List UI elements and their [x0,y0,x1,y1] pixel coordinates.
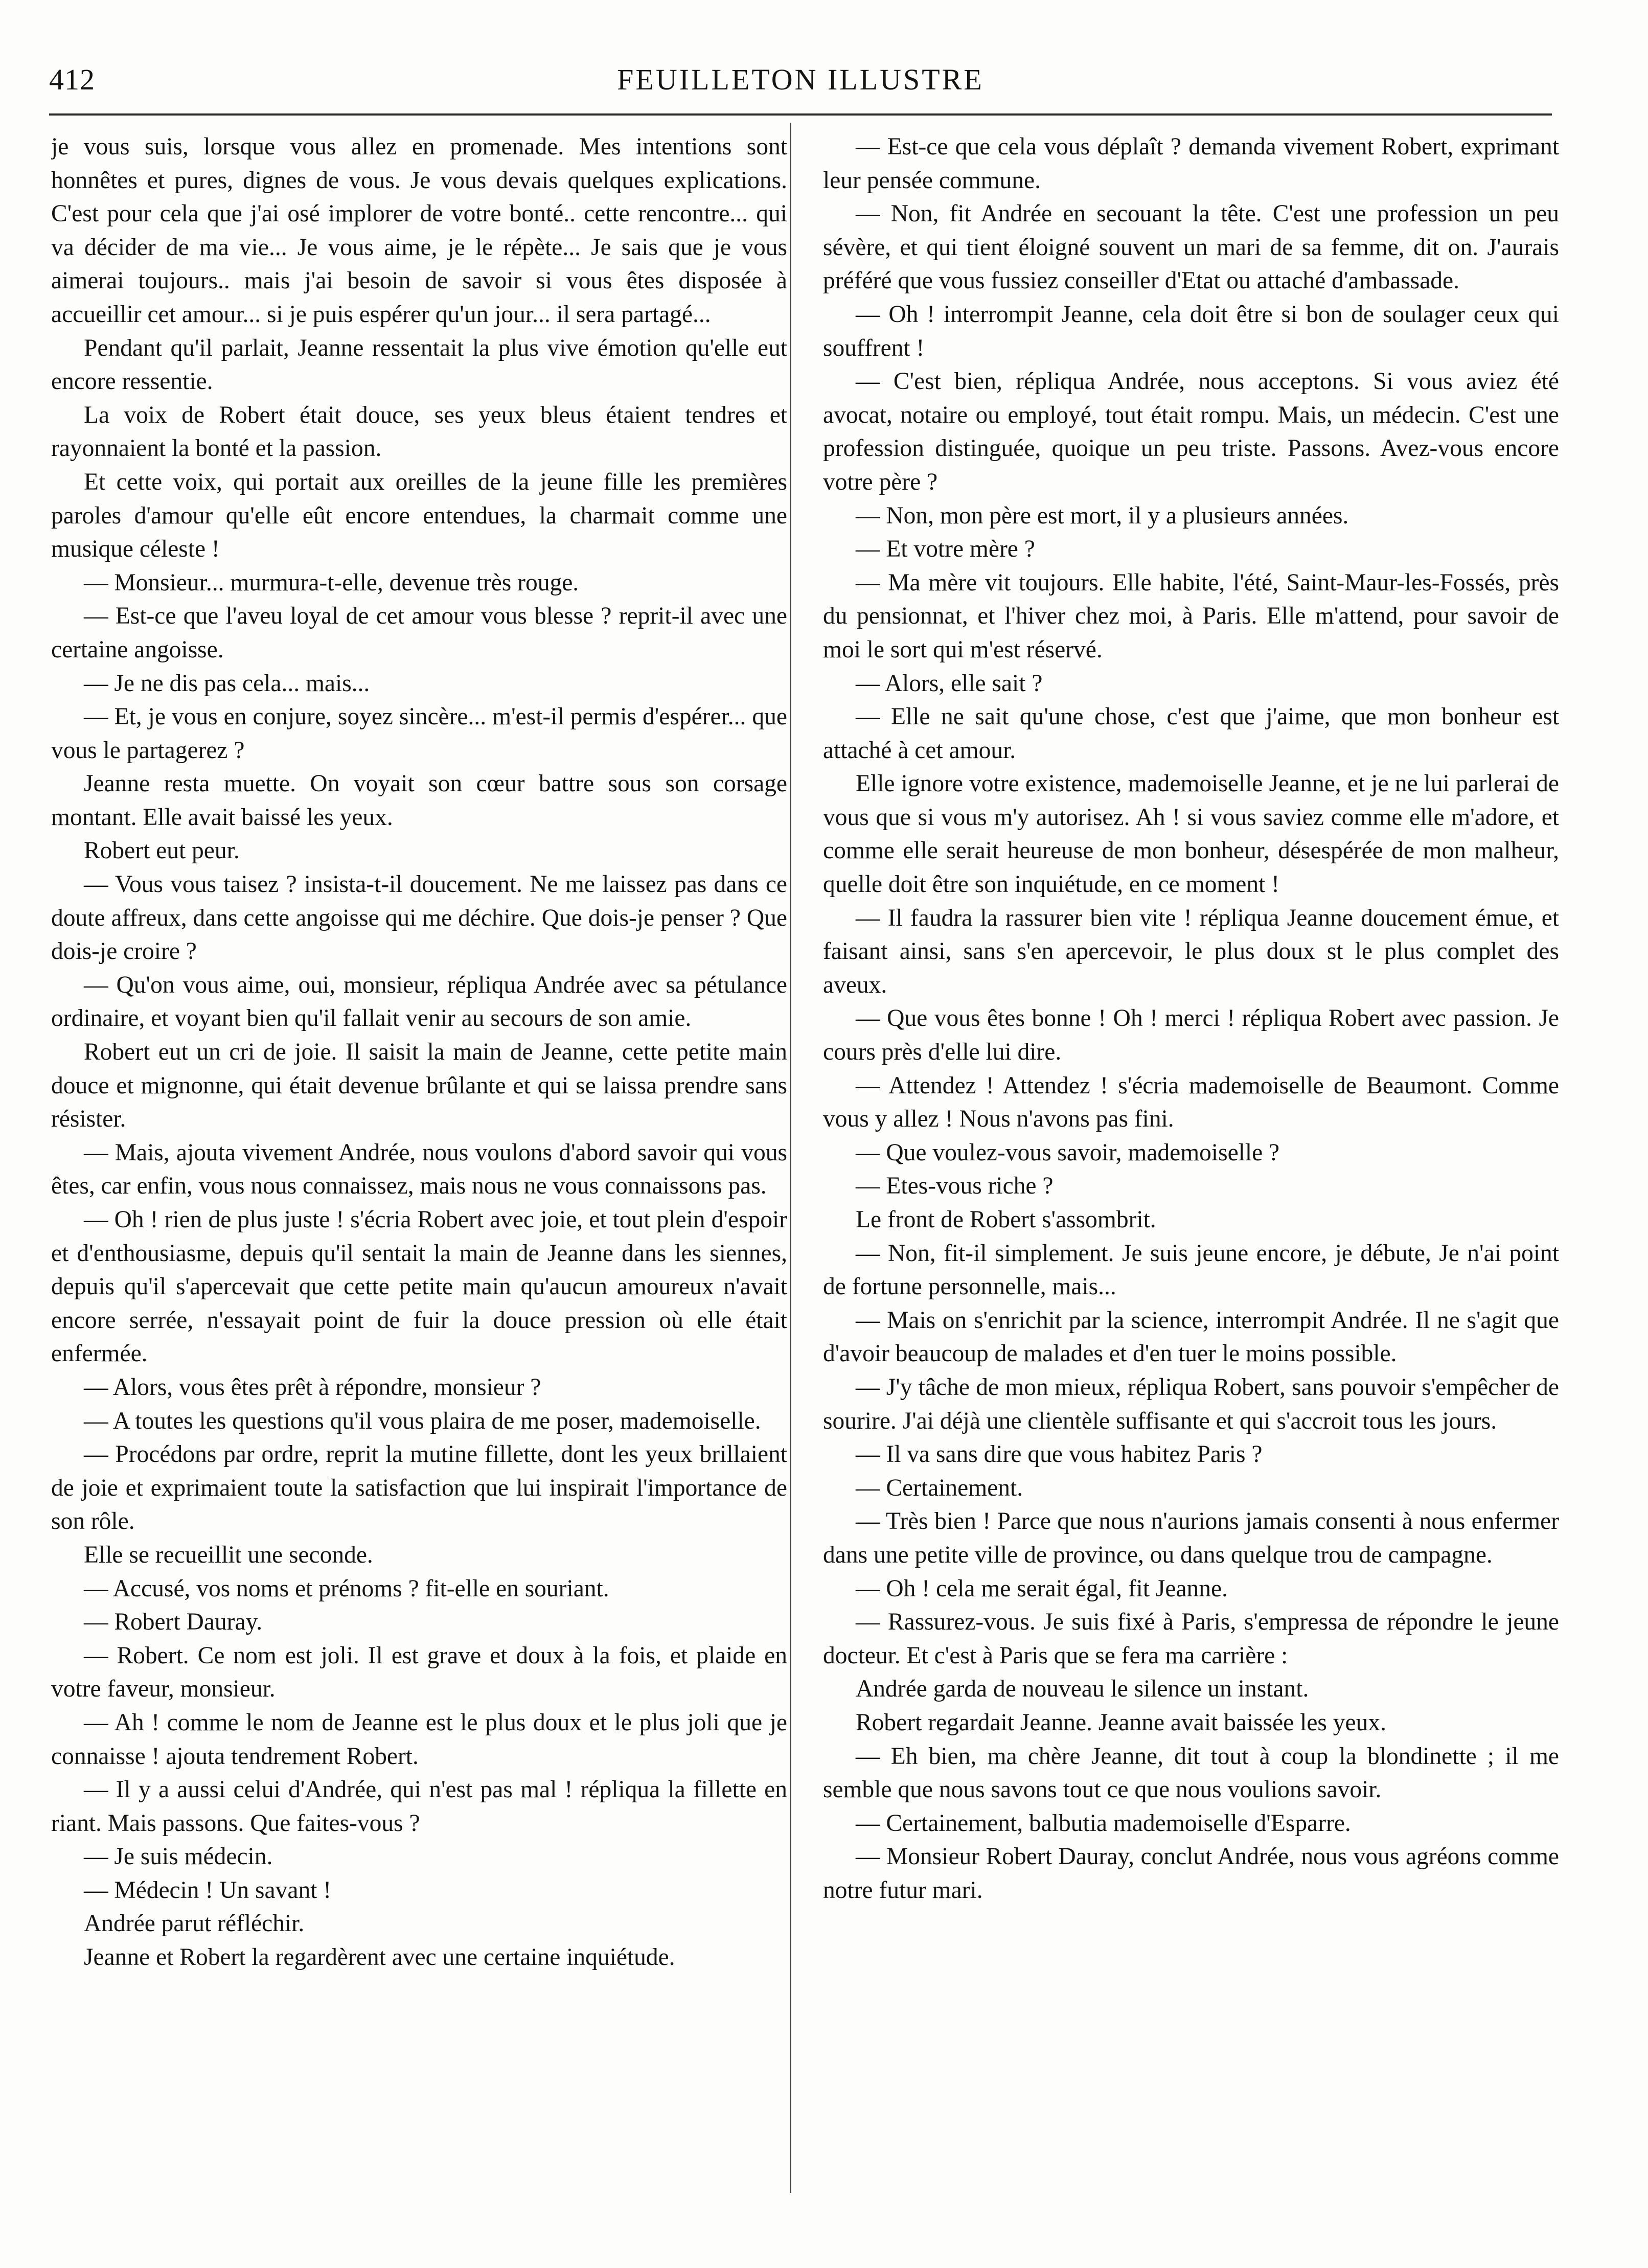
page-number: 412 [49,63,95,96]
paragraph: — Non, mon père est mort, il y a plusieurs années. [856,502,1349,529]
column-divider [790,123,791,2193]
paragraph: — C'est bien, répliqua Andrée, nous acceptons. Si vous aviez été avocat, notaire ou employé, tout était rompu. Mais, un médecin. C'est une profession distinguée, quoique un peu triste. Passons. Avez-vous encore votre père ? [823,368,1559,495]
paragraph: La voix de Robert était douce, ses yeux bleus étaient tendres et rayonnaient la bonté et la passion. [51,401,787,462]
paragraph: — Il va sans dire que vous habitez Paris ? [856,1441,1263,1468]
paragraph: — Attendez ! Attendez ! s'écria mademoiselle de Beaumont. Comme vous y allez ! Nous n'avons pas fini. [823,1072,1559,1133]
paragraph: — J'y tâche de mon mieux, répliqua Robert, sans pouvoir s'empêcher de sourire. J'ai déjà une clientèle suffisante et qui s'accroit tous les jours. [823,1373,1559,1434]
paragraph: Jeanne resta muette. On voyait son cœur battre sous son corsage montant. Elle avait baissé les yeux. [51,770,787,831]
page-header [49,57,1552,103]
paragraph: — Accusé, vos noms et prénoms ? fit-elle en souriant. [84,1575,609,1602]
paragraph: Pendant qu'il parlait, Jeanne ressentait la plus vive émotion qu'elle eut encore ressentie. [51,334,787,395]
paragraph: — Mais on s'enrichit par la science, interrompit Andrée. Il ne s'agit que d'avoir beaucoup de malades et d'en tuer le moins possible. [823,1307,1559,1367]
paragraph: — Je suis médecin. [84,1843,273,1870]
paragraph: — Oh ! cela me serait égal, fit Jeanne. [856,1575,1228,1602]
paragraph: Elle se recueillit une seconde. [84,1541,373,1568]
paragraph: Andrée garda de nouveau le silence un instant. [856,1676,1309,1703]
paragraph: — Procédons par ordre, reprit la mutine fillette, dont les yeux brillaient de joie et exprimaient toute la satisfaction que lui inspirait l'importance de son rôle. [51,1441,787,1535]
paragraph: — Il y a aussi celui d'Andrée, qui n'est pas mal ! répliqua la fillette en riant. Mais passons. Que faites-vous ? [51,1776,787,1837]
paragraph: — Alors, elle sait ? [856,670,1043,697]
paragraph: Robert eut peur. [84,837,240,864]
paragraph: — Ma mère vit toujours. Elle habite, l'été, Saint-Maur-les-Fossés, près du pensionnat, et l'hiver chez moi, à Paris. Elle m'attend, pour savoir de moi le sort qui m'est réservé. [823,569,1559,663]
paragraph: — Est-ce que cela vous déplaît ? demanda vivement Robert, exprimant leur pensée commune. [823,133,1559,194]
paragraph: Le front de Robert s'assombrit. [856,1206,1156,1233]
paragraph: Elle ignore votre existence, mademoiselle Jeanne, et je ne lui parlerai de vous que si vous m'y autorisez. Ah ! si vous saviez comme elle m'adore, et comme elle serait heureuse de mon bonheur, désespérée de mon malheur, quelle doit être son inquiétude, en ce moment ! [823,770,1559,898]
right-column [823,130,1559,2206]
paragraph: — Est-ce que l'aveu loyal de cet amour vous blesse ? reprit-il avec une certaine angoisse. [51,603,787,663]
paragraph: — Qu'on vous aime, oui, monsieur, répliqua Andrée avec sa pétulance ordinaire, et voyant bien qu'il fallait venir au secours de son amie. [51,971,787,1032]
paragraph: — Et votre mère ? [856,536,1035,563]
paragraph: — Oh ! interrompit Jeanne, cela doit être si bon de soulager ceux qui souffrent ! [823,301,1559,361]
paragraph: — Je ne dis pas cela... mais... [84,670,370,697]
running-title: FEUILLETON ILLUSTRE [617,63,984,96]
paragraph: Et cette voix, qui portait aux oreilles de la jeune fille les premières paroles d'amour qu'elle eût encore entendues, la charmait comme une musique céleste ! [51,468,787,563]
paragraph: — Elle ne sait qu'une chose, c'est que j'aime, que mon bonheur est attaché à cet amour. [823,703,1559,764]
paragraph: — A toutes les questions qu'il vous plaira de me poser, mademoiselle. [84,1407,761,1434]
paragraph: — Vous vous taisez ? insista-t-il doucement. Ne me laissez pas dans ce doute affreux, dans cette angoisse qui me déchire. Que dois-je penser ? Que dois-je croire ? [51,871,787,965]
paragraph: — Que vous êtes bonne ! Oh ! merci ! répliqua Robert avec passion. Je cours près d'elle lui dire. [823,1005,1559,1066]
paragraph: — Certainement. [856,1474,1023,1501]
paragraph: — Non, fit Andrée en secouant la tête. C'est une profession un peu sévère, et qui tient éloigné souvent un mari de sa femme, dit on. J'aurais préféré que vous fussiez conseiller d'Etat ou attaché d'ambassade. [823,200,1559,294]
paragraph: — Non, fit-il simplement. Je suis jeune encore, je débute, Je n'ai point de fortune personnelle, mais... [823,1240,1559,1300]
paragraph: — Oh ! rien de plus juste ! s'écria Robert avec joie, et tout plein d'espoir et d'enthousiasme, depuis qu'il sentait la main de Jeanne dans les siennes, depuis qu'il s'apercevait que cette petite main qu'aucun amoureux n'avait encore serrée, n'essayait point de fuir la douce pression où elle était enfermée. [51,1206,787,1367]
left-column [51,130,787,2206]
paragraph: je vous suis, lorsque vous allez en promenade. Mes intentions sont honnêtes et pures, dignes de vous. Je vous devais quelques explications. C'est pour cela que j'ai osé implorer de votre bonté.. cette rencontre... qui va décider de ma vie... Je vous aime, je le répète... Je sais que je vous aimerai toujours.. mais j'ai besoin de savoir si vous êtes disposée à accueillir cet amour... si je puis espérer qu'un jour... il sera partagé... [51,133,787,328]
paragraph: — Il faudra la rassurer bien vite ! répliqua Jeanne doucement émue, et faisant ainsi, sans s'en apercevoir, le plus doux st le plus complet des aveux. [823,904,1559,998]
paragraph: — Rassurez-vous. Je suis fixé à Paris, s'empressa de répondre le jeune docteur. Et c'est à Paris que se fera ma carrière : [823,1609,1559,1669]
paragraph: — Monsieur Robert Dauray, conclut Andrée, nous vous agréons comme notre futur mari. [823,1843,1559,1904]
paragraph: Jeanne et Robert la regardèrent avec une certaine inquiétude. [84,1944,675,1971]
paragraph: — Robert Dauray. [84,1609,263,1636]
paragraph: — Médecin ! Un savant ! [84,1876,332,1904]
paragraph: Robert eut un cri de joie. Il saisit la main de Jeanne, cette petite main douce et mignonne, qui était devenue brûlante et qui se laissa prendre sans résister. [51,1039,787,1133]
paragraph: — Certainement, balbutia mademoiselle d'Esparre. [856,1809,1351,1837]
paragraph: — Eh bien, ma chère Jeanne, dit tout à coup la blondinette ; il me semble que nous savons tout ce que nous voulions savoir. [823,1743,1559,1803]
paragraph: — Monsieur... murmura-t-elle, devenue très rouge. [84,569,579,596]
paragraph: Robert regardait Jeanne. Jeanne avait baissée les yeux. [856,1709,1386,1736]
paragraph: — Très bien ! Parce que nous n'aurions jamais consenti à nous enfermer dans une petite ville de province, ou dans quelque trou de campagne. [823,1508,1559,1568]
paragraph: — Mais, ajouta vivement Andrée, nous voulons d'abord savoir qui vous êtes, car enfin, vous nous connaissez, mais nous ne vous connaissons pas. [51,1139,787,1200]
paragraph: Andrée parut réfléchir. [84,1910,305,1937]
paragraph: — Etes-vous riche ? [856,1173,1054,1200]
paragraph: — Robert. Ce nom est joli. Il est grave et doux à la fois, et plaide en votre faveur, monsieur. [51,1642,787,1703]
paragraph: — Et, je vous en conjure, soyez sincère... m'est-il permis d'espérer... que vous le partagerez ? [51,703,787,764]
paragraph: — Que voulez-vous savoir, mademoiselle ? [856,1139,1280,1166]
paragraph: — Ah ! comme le nom de Jeanne est le plus doux et le plus joli que je connaisse ! ajouta tendrement Robert. [51,1709,787,1770]
header-rule [49,113,1552,116]
paragraph: — Alors, vous êtes prêt à répondre, monsieur ? [84,1373,541,1401]
